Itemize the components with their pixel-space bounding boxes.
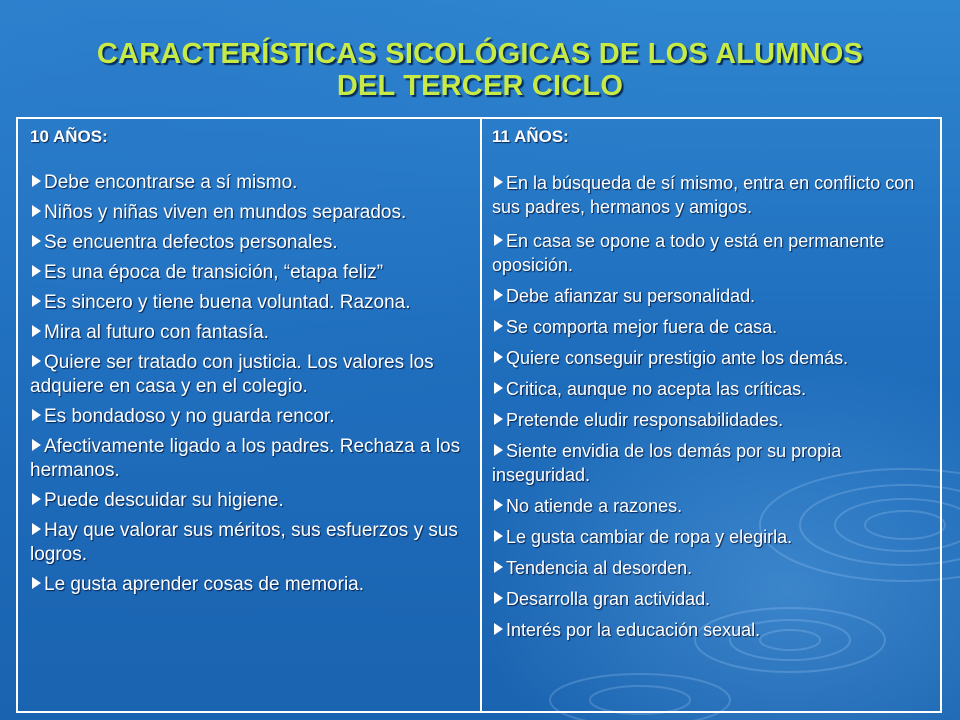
list-item: Tendencia al desorden. xyxy=(492,556,928,580)
arrow-bullet-icon xyxy=(32,295,41,307)
list-item: Quiere conseguir prestigio ante los demás. xyxy=(492,346,928,370)
list-item: En casa se opone a todo y está en permanente oposición. xyxy=(492,231,885,275)
list-item: En la búsqueda de sí mismo, entra en conflicto con sus padres, hermanos y amigos. xyxy=(492,173,915,217)
column-10-years xyxy=(18,119,482,711)
list-item: Siente envidia de los demás por su propia inseguridad. xyxy=(492,441,842,485)
arrow-bullet-icon xyxy=(32,493,41,505)
list-item: Le gusta cambiar de ropa y elegirla. xyxy=(492,525,928,549)
arrow-bullet-icon xyxy=(494,561,503,573)
list-item: Desarrolla gran actividad. xyxy=(492,587,928,611)
list-item: Mira al futuro con fantasía. xyxy=(30,321,468,345)
arrow-bullet-icon xyxy=(32,439,41,451)
list-item: Pretende eludir responsabilidades. xyxy=(492,408,928,432)
arrow-bullet-icon xyxy=(32,235,41,247)
list-item: Interés por la educación sexual. xyxy=(492,618,928,642)
arrow-bullet-icon xyxy=(32,175,41,187)
column-heading-11-years: 11 AÑOS: xyxy=(492,127,569,146)
list-item: Es bondadoso y no guarda rencor. xyxy=(30,405,468,429)
column-heading-10-years: 10 AÑOS: xyxy=(30,127,108,146)
list-11-years xyxy=(492,171,928,642)
arrow-bullet-icon xyxy=(494,623,503,635)
list-item: Se encuentra defectos personales. xyxy=(30,231,468,255)
list-item: Debe encontrarse a sí mismo. xyxy=(30,171,468,195)
arrow-bullet-icon xyxy=(494,351,503,363)
list-item: Niños y niñas viven en mundos separados. xyxy=(30,201,468,225)
list-item: Hay que valorar sus méritos, sus esfuerzos y sus logros. xyxy=(30,520,458,565)
arrow-bullet-icon xyxy=(494,444,503,456)
list-item: No atiende a razones. xyxy=(492,494,928,518)
arrow-bullet-icon xyxy=(494,592,503,604)
list-item: Puede descuidar su higiene. xyxy=(30,489,468,513)
slide-title xyxy=(0,38,960,102)
arrow-bullet-icon xyxy=(32,325,41,337)
list-item: Se comporta mejor fuera de casa. xyxy=(492,315,928,339)
arrow-bullet-icon xyxy=(494,320,503,332)
title-line-1: CARACTERÍSTICAS SICOLÓGICAS DE LOS ALUMNOS xyxy=(96,38,864,70)
list-item: Le gusta aprender cosas de memoria. xyxy=(30,573,468,597)
arrow-bullet-icon xyxy=(494,234,503,246)
characteristics-table xyxy=(16,117,942,713)
arrow-bullet-icon xyxy=(32,523,41,535)
arrow-bullet-icon xyxy=(494,499,503,511)
arrow-bullet-icon xyxy=(494,530,503,542)
arrow-bullet-icon xyxy=(32,355,41,367)
list-item: Critica, aunque no acepta las críticas. xyxy=(492,377,928,401)
arrow-bullet-icon xyxy=(494,413,503,425)
arrow-bullet-icon xyxy=(32,409,41,421)
arrow-bullet-icon xyxy=(494,382,503,394)
arrow-bullet-icon xyxy=(494,176,503,188)
arrow-bullet-icon xyxy=(32,205,41,217)
list-item: Debe afianzar su personalidad. xyxy=(492,284,928,308)
column-11-years xyxy=(482,119,940,711)
title-line-2: DEL TERCER CICLO xyxy=(336,70,624,102)
list-item: Es una época de transición, “etapa feliz” xyxy=(30,261,468,285)
list-item: Es sincero y tiene buena voluntad. Razona. xyxy=(30,291,468,315)
arrow-bullet-icon xyxy=(32,577,41,589)
list-item: Quiere ser tratado con justicia. Los valores los adquiere en casa y en el colegio. xyxy=(30,352,434,397)
arrow-bullet-icon xyxy=(494,289,503,301)
list-10-years xyxy=(30,171,468,597)
arrow-bullet-icon xyxy=(32,265,41,277)
list-item: Afectivamente ligado a los padres. Rechaza a los hermanos. xyxy=(30,436,461,481)
